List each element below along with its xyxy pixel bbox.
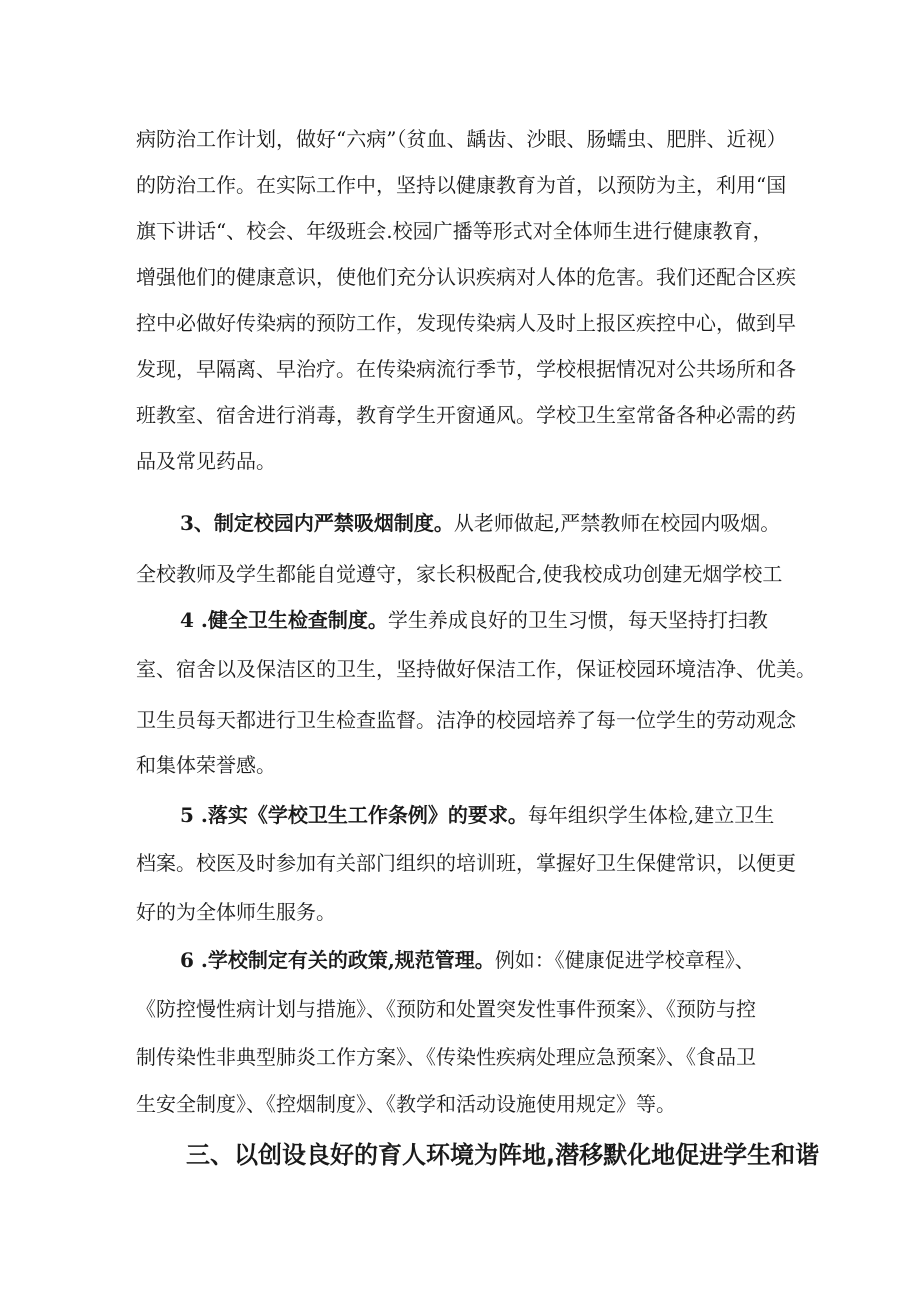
item-5-title: 5 .落实《学校卫生工作条例》的要求。 bbox=[180, 803, 528, 827]
paragraph-line: 增强他们的健康意识，使他们充分认识疾病对人体的危害。我们还配合区疾 bbox=[136, 265, 796, 289]
paragraph-line: 品及常见药品。 bbox=[136, 449, 276, 473]
item-6-title: 6 .学校制定有关的政策,规范管理。 bbox=[180, 948, 495, 972]
item-3-continuation: 全校教师及学生都能自觉遵守，家长积极配合,使我校成功创建无烟学校工 bbox=[136, 562, 783, 586]
item-4-continuation: 和集体荣誉感。 bbox=[136, 753, 276, 777]
paragraph-line: 旗下讲话“、校会、年级班会.校园广播等形式对全体师生进行健康教育， bbox=[136, 219, 773, 243]
item-3-line bbox=[180, 511, 780, 535]
item-5-continuation: 好的为全体师生服务。 bbox=[136, 900, 336, 924]
item-4-continuation: 卫生员每天都进行卫生检查监督。洁净的校园培养了每一位学生的劳动观念 bbox=[136, 708, 796, 732]
item-6-continuation: 生安全制度》、《控烟制度》、《教学和活动设施使用规定》等。 bbox=[136, 1092, 676, 1116]
item-3-text: 从老师做起,严禁教师在校园内吸烟。 bbox=[453, 511, 781, 535]
item-6-continuation: 《防控慢性病计划与措施》、《预防和处置突发性事件预案》、《预防与控 bbox=[136, 997, 756, 1021]
paragraph-line: 病防治工作计划，做好“六病”（贫血、龋齿、沙眼、肠蠕虫、肥胖、近视） bbox=[136, 127, 787, 151]
item-6-line bbox=[180, 948, 755, 972]
item-6-continuation: 制传染性非典型肺炎工作方案》、《传染性疾病处理应急预案》、《食品卫 bbox=[136, 1045, 756, 1069]
item-5-line bbox=[180, 803, 774, 827]
paragraph-line: 发现，早隔离、早治疗。在传染病流行季节，学校根据情况对公共场所和各 bbox=[136, 357, 796, 381]
paragraph-line: 的防治工作。在实际工作中，坚持以健康教育为首，以预防为主，利用“国 bbox=[136, 173, 787, 197]
item-5-continuation: 档案。校医及时参加有关部门组织的培训班，掌握好卫生保健常识，以便更 bbox=[136, 851, 796, 875]
item-5-text: 每年组织学生体检,建立卫生 bbox=[527, 803, 775, 827]
item-3-title: 3、制定校园内严禁吸烟制度。 bbox=[180, 511, 454, 535]
item-6-text: 例如：《健康促进学校章程》、 bbox=[494, 948, 755, 972]
paragraph-line: 控中必做好传染病的预防工作，发现传染病人及时上报区疾控中心，做到早 bbox=[136, 311, 796, 335]
item-4-text: 学生养成良好的卫生习惯，每天坚持打扫教 bbox=[387, 608, 768, 632]
item-4-line bbox=[180, 608, 768, 632]
item-4-continuation: 室、宿舍以及保洁区的卫生，坚持做好保洁工作，保证校园环境洁净、优美。 bbox=[136, 657, 816, 681]
item-4-title: 4 .健全卫生检查制度。 bbox=[180, 608, 388, 632]
paragraph-line: 班教室、宿舍进行消毒，教育学生开窗通风。学校卫生室常备各种必需的药 bbox=[136, 403, 796, 427]
section-3-heading: 三、以创设良好的育人环境为阵地,潜移默化地促进学生和谐 bbox=[186, 1141, 820, 1169]
